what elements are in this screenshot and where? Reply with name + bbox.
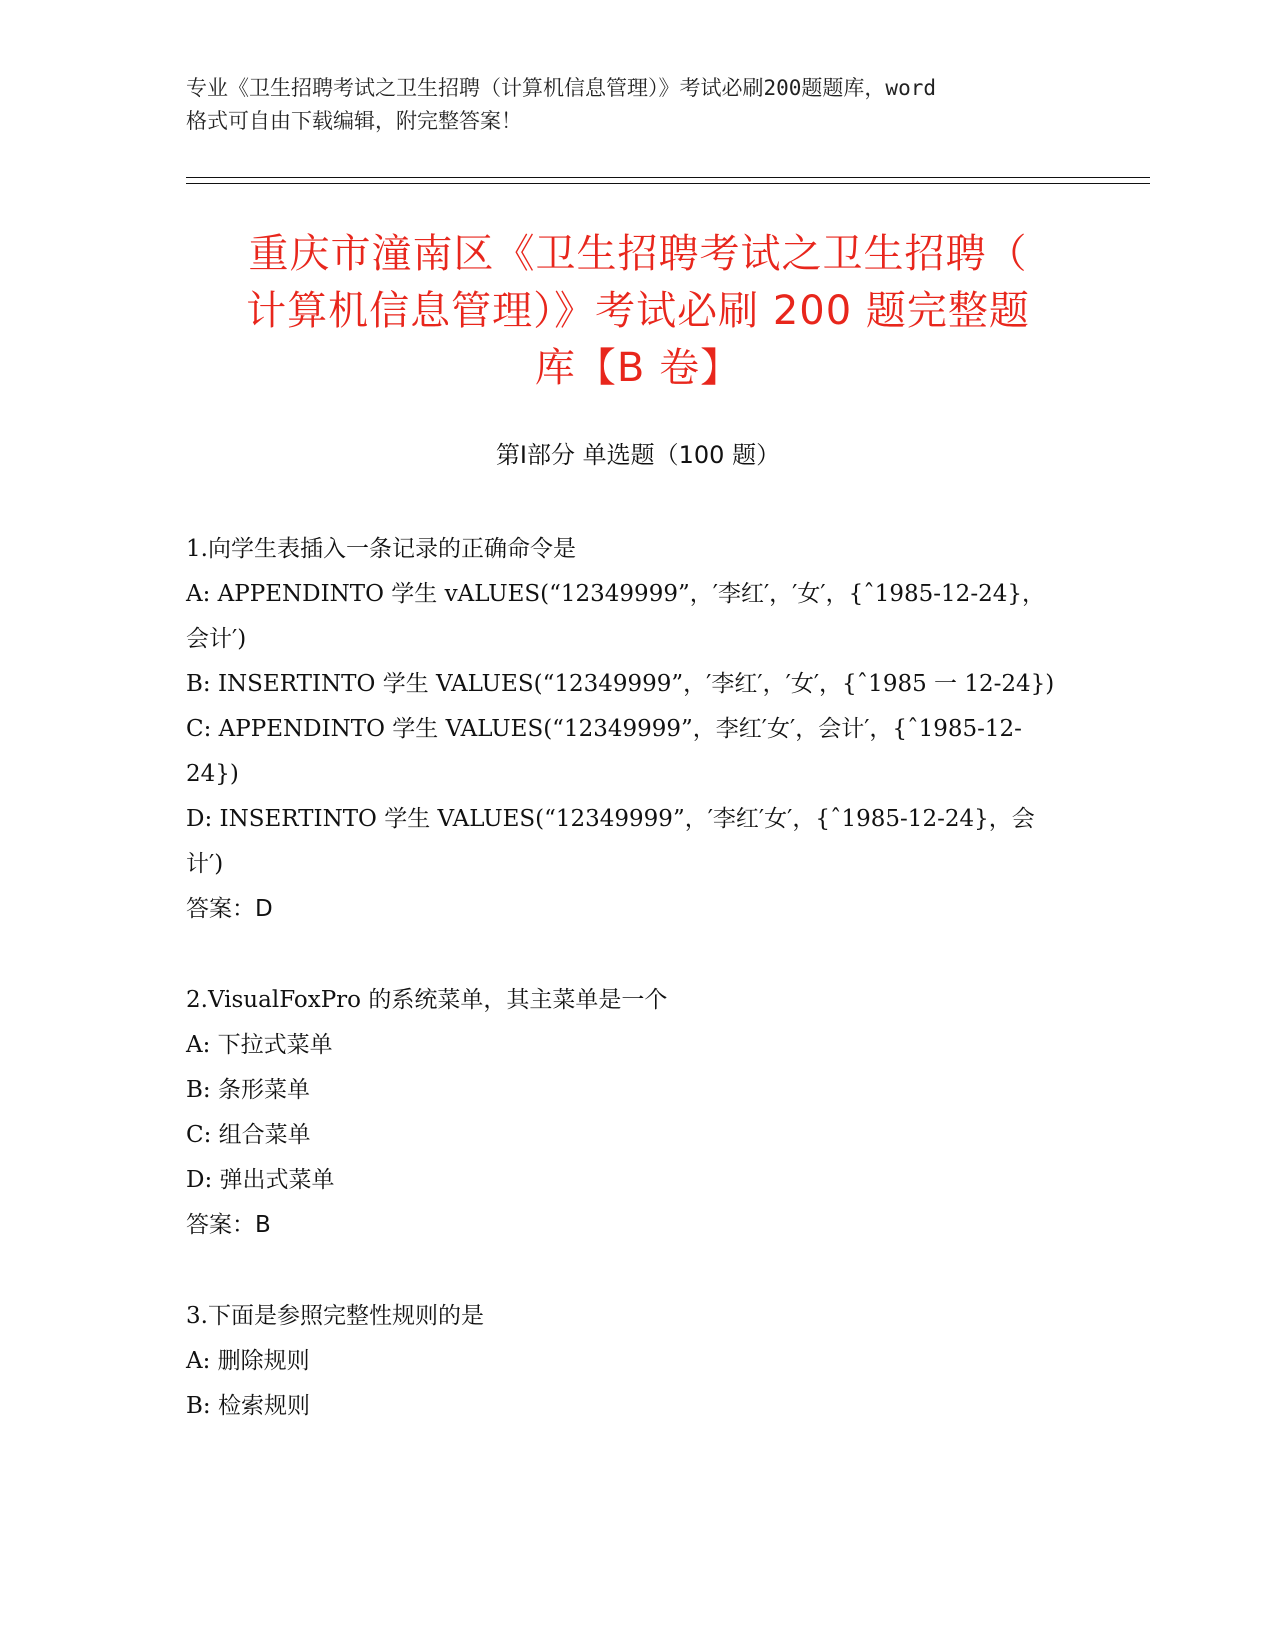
- title-line-2: 计算机信息管理）》考试必刷 200 题完整题: [246, 288, 1030, 334]
- question-stem: 2.VisualFoxPro 的系统菜单，其主菜单是一个: [186, 987, 668, 1013]
- question-3: [186, 1294, 1066, 1429]
- header-note-line-2: 格式可自由下载编辑，附完整答案！: [186, 109, 522, 133]
- title-line-1: 重庆市潼南区《卫生招聘考试之卫生招聘（: [248, 231, 1028, 277]
- option-c: C: APPENDINTO 学生 VALUES(“12349999”，李红′女′，会计′，{ˆ1985-12-24}): [186, 716, 1022, 787]
- option-d: D: 弹出式菜单: [186, 1167, 335, 1193]
- header-divider-top: [186, 177, 1150, 178]
- question-stem: 1.向学生表插入一条记录的正确命令是: [186, 536, 576, 562]
- section-heading: 第Ⅰ部分 单选题（100 题）: [495, 441, 781, 469]
- header-note-line-1: 专业《卫生招聘考试之卫生招聘（计算机信息管理）》考试必刷200题题库，word: [186, 76, 936, 100]
- option-b: B: 检索规则: [186, 1393, 310, 1419]
- option-b: B: INSERTINTO 学生 VALUES(“12349999”，′李红′，′女′，{ˆ1985 一 12-24}): [186, 671, 1055, 697]
- question-2: [186, 978, 1066, 1248]
- question-list: [186, 527, 1066, 1475]
- answer-line: 答案：B: [186, 1212, 271, 1238]
- header-note: [186, 72, 1086, 138]
- option-a: A: 下拉式菜单: [186, 1032, 333, 1058]
- question-1: [186, 527, 1066, 932]
- document-title: [186, 226, 1090, 397]
- option-b: B: 条形菜单: [186, 1077, 310, 1103]
- title-line-3: 库【B 卷】: [534, 345, 742, 391]
- option-a: A: 删除规则: [186, 1348, 310, 1374]
- answer-line: 答案：D: [186, 896, 273, 922]
- header-divider-bottom: [186, 183, 1150, 184]
- option-d: D: INSERTINTO 学生 VALUES(“12349999”，′李红′女′，{ˆ1985-12-24}，会计′): [186, 806, 1035, 877]
- option-a: A: APPENDINTO 学生 vALUES(“12349999”，′李红′，′女′，{ˆ1985-12-24}，会计′): [186, 581, 1045, 652]
- option-c: C: 组合菜单: [186, 1122, 311, 1148]
- question-stem: 3.下面是参照完整性规则的是: [186, 1303, 484, 1329]
